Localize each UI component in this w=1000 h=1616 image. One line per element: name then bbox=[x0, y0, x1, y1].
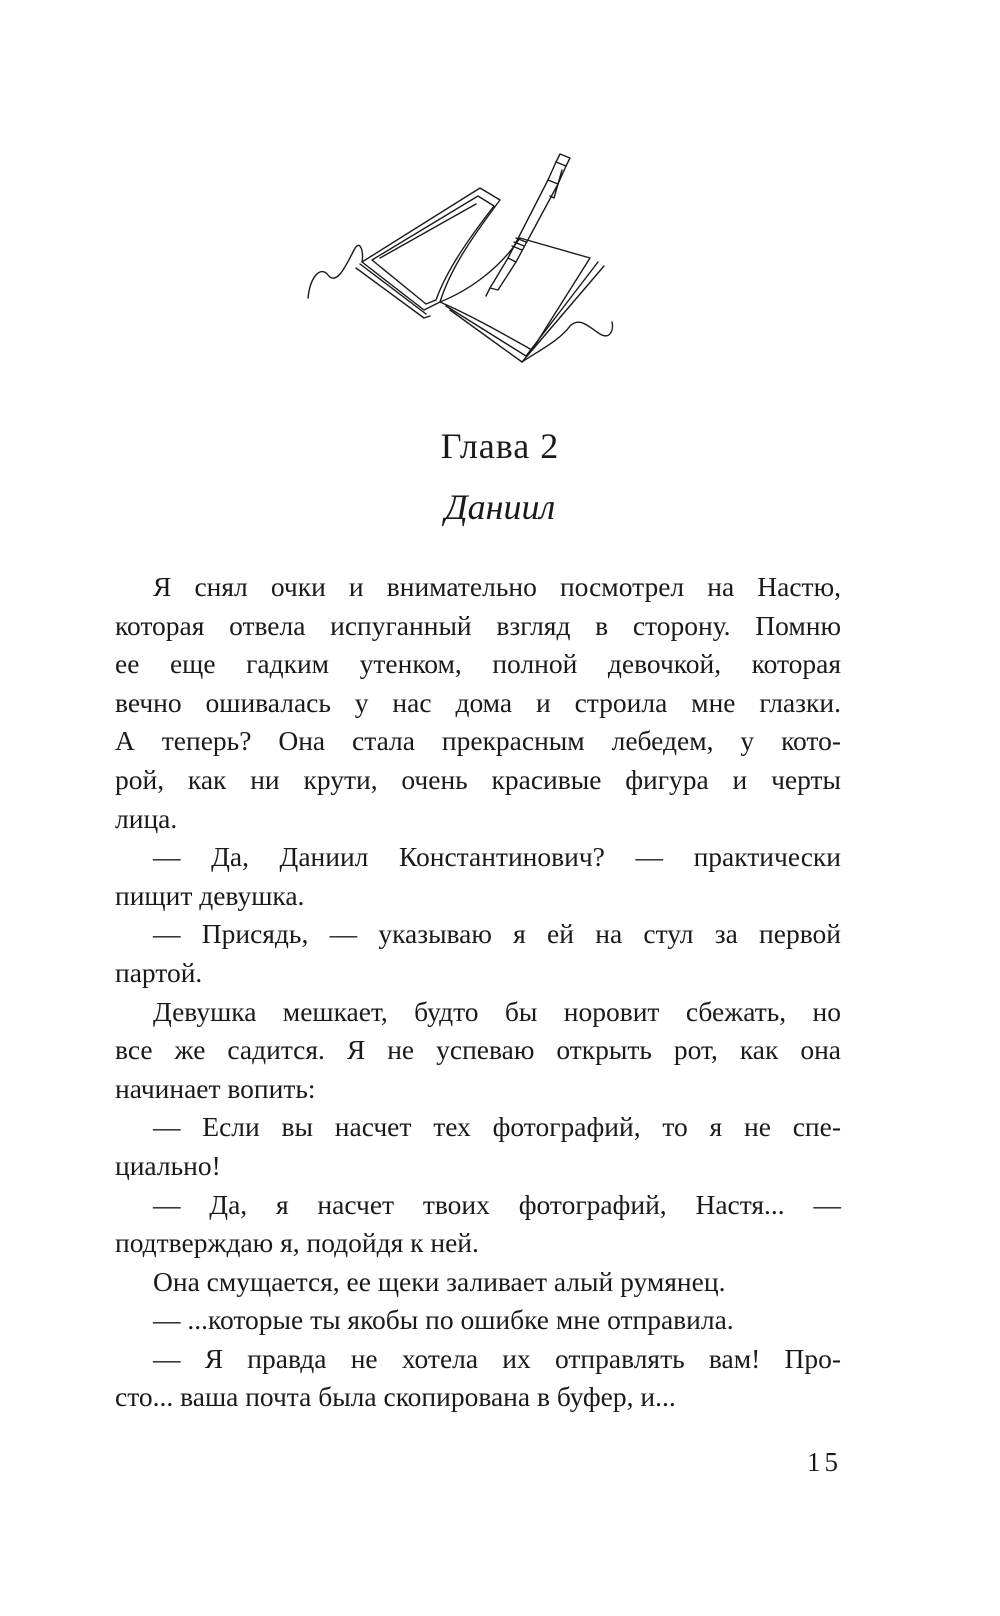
text-line: рой, как ни крути, очень красивые фигура и черты bbox=[115, 763, 841, 795]
text-line: Она смущается, ее щеки заливает алый румянец. bbox=[153, 1265, 726, 1297]
page-number: 15 bbox=[807, 1447, 842, 1477]
chapter-title: Глава 2 bbox=[440, 426, 560, 466]
text-line: начинает вопить: bbox=[115, 1072, 316, 1104]
text-line: — Если вы насчет тех фотографий, то я не спе- bbox=[153, 1111, 841, 1143]
chapter-body bbox=[115, 568, 841, 1417]
book-and-pen-line-drawing-icon bbox=[300, 150, 640, 380]
text-line: — Присядь, — указываю я ей на стул за первой bbox=[153, 918, 841, 950]
text-line: циально! bbox=[115, 1149, 221, 1181]
text-line: А теперь? Она стала прекрасным лебедем, у кото- bbox=[115, 725, 841, 757]
chapter-subtitle: Даниил bbox=[444, 487, 556, 527]
text-line: пищит девушка. bbox=[115, 879, 305, 911]
text-line: Девушка мешкает, будто бы норовит сбежать, но bbox=[153, 995, 841, 1027]
text-line: ее еще гадким утенком, полной девочкой, которая bbox=[115, 648, 841, 680]
text-line: партой. bbox=[115, 956, 203, 988]
text-line: подтверждаю я, подойдя к ней. bbox=[115, 1227, 479, 1259]
text-line: Я снял очки и внимательно посмотрел на Настю, bbox=[153, 571, 841, 602]
text-line: — Да, Даниил Константинович? — практически bbox=[153, 841, 841, 873]
text-line: — Да, я насчет твоих фотографий, Настя... — bbox=[153, 1188, 841, 1220]
text-line: лица. bbox=[115, 802, 178, 834]
text-line: все же садится. Я не успеваю открыть рот, как она bbox=[115, 1034, 841, 1066]
text-line: которая отвела испуганный взгляд в сторону. Помню bbox=[115, 609, 841, 641]
text-line: сто... ваша почта была скопирована в буфер, и... bbox=[115, 1381, 676, 1413]
text-line: вечно ошивалась у нас дома и строила мне глазки. bbox=[115, 686, 841, 718]
text-line: — ...которые ты якобы по ошибке мне отправила. bbox=[153, 1304, 734, 1336]
text-line: — Я правда не хотела их отправлять вам! Про- bbox=[153, 1342, 841, 1374]
